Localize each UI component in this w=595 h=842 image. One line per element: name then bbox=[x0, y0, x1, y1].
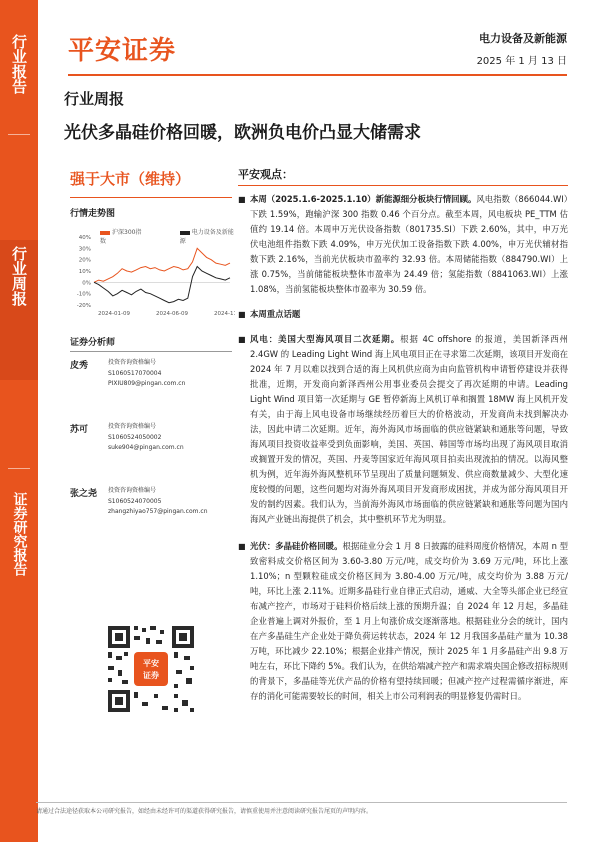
report-type: 行业周报 bbox=[64, 90, 125, 108]
sidebar-research-report: 证券研究报告 bbox=[11, 492, 28, 576]
svg-text:平安: 平安 bbox=[143, 659, 159, 668]
analyst-entry bbox=[70, 358, 232, 416]
paragraph-key-topics bbox=[238, 307, 568, 322]
sector-name: 电力设备及新能源 bbox=[479, 32, 567, 45]
sidebar-divider bbox=[8, 134, 30, 135]
sidebar-report-category bbox=[0, 34, 38, 100]
legend-label: 电力设备及新能源 bbox=[179, 229, 234, 245]
legend-item-sector bbox=[180, 227, 235, 245]
series-line bbox=[94, 248, 230, 282]
legend-swatch bbox=[180, 231, 190, 235]
y-tick-label: -10% bbox=[76, 291, 91, 298]
analyst-email[interactable]: PIXIU809@pingan.com.cn bbox=[108, 380, 186, 387]
paragraph-market-review bbox=[238, 192, 568, 297]
analyst-cert-label: 投资咨询资格编号 bbox=[108, 423, 157, 430]
sidebar-divider bbox=[8, 468, 30, 469]
rating-label: 强于大市（维持） bbox=[70, 170, 191, 188]
svg-text:证券: 证券 bbox=[143, 671, 159, 680]
views-divider bbox=[238, 185, 568, 186]
right-column bbox=[238, 166, 568, 704]
analyst-info bbox=[108, 486, 208, 518]
paragraph-solar bbox=[238, 539, 568, 704]
series-line bbox=[94, 267, 230, 303]
y-tick-label: 0% bbox=[82, 280, 91, 287]
bullet-square-icon: ■ bbox=[238, 195, 246, 204]
x-tick-label: 2024-01-09 bbox=[98, 311, 130, 317]
footer-disclaimer: 请通过合法途径获取本公司研究报告，如经由未经许可的渠道获得研究报告，请慎重使用并注意阅读研究报告尾页的声明内容。 bbox=[36, 808, 373, 815]
y-tick-label: 40% bbox=[78, 235, 91, 241]
legend-swatch bbox=[100, 231, 110, 235]
bullet-square-icon: ■ bbox=[238, 335, 246, 344]
analyst-entry bbox=[70, 486, 232, 544]
paragraph-heading: 光伏：多晶硅价格回暖。 bbox=[250, 541, 343, 551]
analyst-email[interactable]: zhangzhiyao757@pingan.com.cn bbox=[108, 508, 208, 515]
y-tick-label: 10% bbox=[78, 269, 91, 275]
paragraph-body: 根据 4C offshore 的报道，美国新泽西州 2.4GW 的 Leading Light Wind 海上风电项目正在寻求第二次延期，该项目开发商在 2024 年 7 月以难以找到合适的海上风机供应商为由向监管机构申请暂停建设并获得批准，近期，开发商向新泽西州公用事业委员会提交了再次延期的申请。Leading Light Wind 项目第一次延期与 GE 暂停新海上风机订单和搁置 18MW 海上风机开发有关，由于海上风电设备市场继续经历着巨大的价格波动，开发商尚未找到解决办法，因此申请二次延期。近年，海外海风市场面临的供应链紧缺和通胀等问题，导致海风项目投资收益率受到负面影响，美国、英国、韩国等市场均出现了海风项目取消或搁置开发的情况，英国、丹麦等国家近年海风项目拍卖出现流拍的情况。以海风整机为例，近年海外海风整机环节呈现出了质量问题频发、供应商数量减少、大型化速度较慢的问题，这些问题均对海外海风项目开发商形成困扰，并成为部分海风项目开发的制约因素。我们认为，当前海外海风市场面临的供应链紧缺和通胀等问题为国内海风产业链出海提供了机会，其中整机环节尤为明显。 bbox=[250, 334, 568, 524]
paragraph-body: 根据硅业分会 1 月 8 日披露的硅料周度价格情况，本周 n 型致密料成交价格区间为 3.60-3.80 万元/吨，成交均价为 3.69 万元/吨，环比上涨 1.10%；n 型颗粒硅成交价格区间为 3.80-4.00 万元/吨，成交均价为 3.88 万元/吨，环比上涨 2.11%。近期多晶硅行业自律正式启动，通威、大全等头部企业已经宣布减产控产，市场对于硅料价格后续上涨的预期升温；自 2024 年 12 月起，多晶硅企业普遍上调对外报价，至 1 月上旬涨价成交逐渐落地。根据硅业分会的统计，国内在产多晶硅生产企业处于降负荷运转状态，2024 年 12 月我国多晶硅产量为 10.38 万吨，环比减少 22.10%；根据企业排产情况，预计 2025 年 1 月多晶硅产出 9.8 万吨左右，环比下降约 5%。我们认为，在供给端减产控产和需求端央国企修改招标规则的背景下，多晶硅等光伏产品的价格有望持续回暖；但减产控产过程需循序渐进，库存的消化可能需要较长的时间，相关上市公司利润表的明显修复仍需时日。 bbox=[250, 541, 569, 701]
report-date: 2025 年 1 月 13 日 bbox=[476, 56, 567, 67]
legend-label: 沪深300指数 bbox=[100, 229, 142, 245]
x-tick-label: 2024-1 bbox=[214, 311, 234, 317]
analyst-info bbox=[108, 422, 184, 454]
x-tick-label: 2024-06-09 bbox=[156, 311, 188, 317]
bullet-square-icon: ■ bbox=[238, 310, 246, 319]
y-tick-label: 20% bbox=[78, 257, 91, 264]
y-tick-label: 30% bbox=[78, 246, 91, 253]
paragraph-heading: 本周重点话题 bbox=[250, 309, 301, 319]
views-title: 平安观点： bbox=[238, 168, 293, 181]
page-title: 光伏多晶硅价格回暖，欧洲负电价凸显大储需求 bbox=[64, 123, 421, 143]
y-tick-label: -20% bbox=[76, 303, 91, 309]
analyst-name: 苏可 bbox=[70, 425, 89, 435]
analysts-divider bbox=[70, 351, 232, 352]
analyst-name: 皮秀 bbox=[70, 361, 89, 371]
paragraph-heading: 本周（2025.1.6-2025.1.10）新能源细分板块行情回顾。 bbox=[250, 194, 477, 204]
bullet-square-icon: ■ bbox=[238, 542, 246, 551]
analyst-cert-label: 投资咨询资格编号 bbox=[108, 359, 157, 366]
analyst-cert-number: S1060517070004 bbox=[108, 369, 162, 377]
analyst-cert-number: S1060524050002 bbox=[108, 433, 162, 441]
analyst-email[interactable]: suke904@pingan.com.cn bbox=[108, 444, 184, 451]
analyst-entry bbox=[70, 422, 232, 480]
paragraph-wind bbox=[238, 332, 568, 527]
header-divider bbox=[68, 74, 567, 76]
left-column bbox=[70, 168, 234, 680]
paragraph-body: 风电指数（866044.WI）下跌 1.59%，跑输沪深 300 指数 0.46 个百分点。截至本周，风电板块 PE_TTM 估值约 19.14 倍。本周申万光伏设备指数（801735.SI）下跌 2.60%，其中，申万光伏电池组件指数下跌 4.09%，申万光伏加工设备指数下跌 4.00%，申万光伏辅材指数下跌 2.16%，当前光伏板块市盈率约 32.93 倍。本周储能指数（884790.WI）上涨 0.75%，当前储能板块整体市盈率为 24.49 倍；氢能指数（8841063.WI）上涨 1.08%，当前氢能板块整体市盈率为 30.59 倍。 bbox=[250, 194, 568, 294]
trend-chart-title: 行情走势图 bbox=[70, 209, 116, 219]
trend-chart bbox=[70, 223, 235, 319]
paragraph-heading: 风电：美国大型海风项目二次延期。 bbox=[250, 334, 401, 344]
sidebar-report-type: 行业周报 bbox=[0, 240, 38, 380]
sidebar bbox=[0, 0, 38, 842]
analyst-name: 张之尧 bbox=[70, 489, 98, 499]
legend-item-hs300 bbox=[100, 227, 144, 245]
analysts-title: 证券分析师 bbox=[70, 338, 116, 348]
sidebar-label-1: 行业报告 bbox=[10, 34, 28, 94]
brand-logo: 平安证券 bbox=[68, 36, 177, 66]
qr-code-icon[interactable] bbox=[104, 622, 198, 716]
analyst-info bbox=[108, 358, 185, 390]
analyst-cert-number: S1060524070005 bbox=[108, 497, 162, 505]
chart-legend bbox=[100, 227, 235, 245]
footer-divider bbox=[36, 802, 567, 803]
rating-divider bbox=[70, 197, 232, 198]
analyst-cert-label: 投资咨询资格编号 bbox=[108, 487, 157, 494]
